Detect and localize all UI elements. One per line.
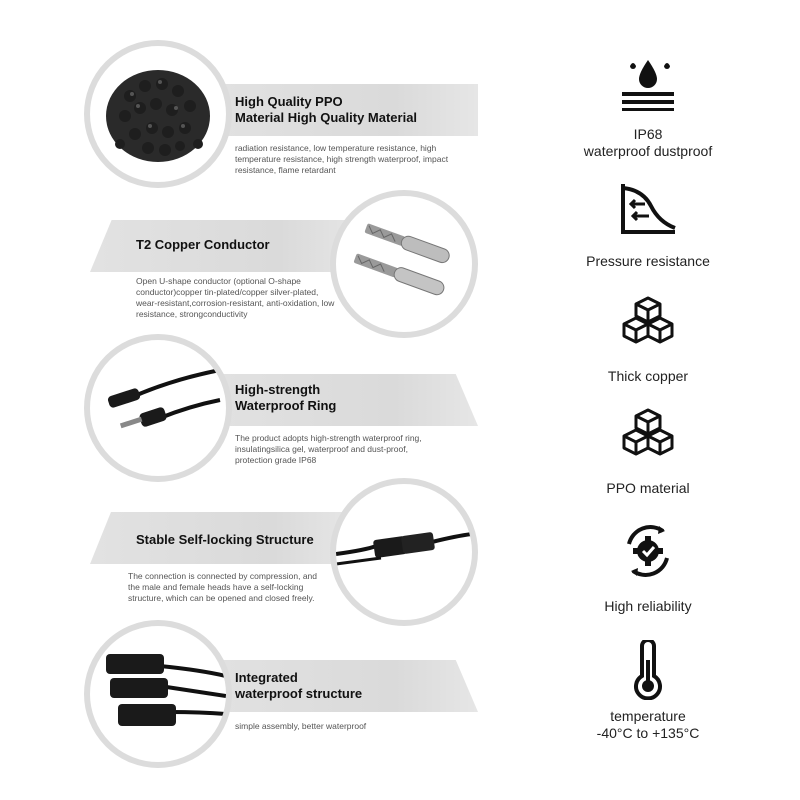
ppo-granules-image [84,40,232,188]
property-ppo-material [560,408,736,497]
feature-integrated-waterproof [0,620,520,770]
integrated-connector-image [84,620,232,768]
feature-description: Open U-shape conductor (optional O-shape conductor)copper tin-plated/copper silver-plated, wear-resistant,corrosion-resistant, anti-oxidation, low resistance, strongconductivity [136,276,335,319]
self-locking-connector-image [330,478,478,626]
feature-title: Stable Self-locking Structure [136,532,314,547]
feature-copper-conductor [0,190,520,340]
waterproof-icon [618,52,678,112]
feature-description: The connection is connected by compression, and the male and female heads have a self-locking structure, which can be opened and closed freely. [128,571,318,603]
connector-cable-image [84,334,232,482]
property-high-reliability [560,522,736,615]
reliability-gear-icon [619,522,677,580]
thermometer-icon [630,640,666,700]
feature-description: radiation resistance, low temperature resistance, high temperature resistance, high strength waterproof, impact resistance, flame retardant [235,143,449,175]
cubes-icon [620,408,676,460]
feature-ppo-material [0,40,520,190]
feature-title: Integrated waterproof structure [235,670,363,701]
feature-self-locking [0,478,520,628]
feature-title: T2 Copper Conductor [136,237,270,252]
property-label: temperature -40°C to +135°C [596,708,700,741]
copper-terminals-image [330,190,478,338]
property-label: High reliability [604,598,692,614]
property-waterproof [560,52,736,160]
feature-title: High-strength Waterproof Ring [235,382,337,413]
property-label: Pressure resistance [586,253,710,269]
property-thick-copper [560,296,736,385]
property-label: IP68 waterproof dustproof [583,126,713,159]
pressure-icon [619,182,677,236]
feature-description: The product adopts high-strength waterproof ring, insulatingsilica gel, waterproof and dust-proof, protection grade IP68 [235,433,422,465]
feature-waterproof-ring [0,334,520,484]
property-label: PPO material [606,480,690,496]
property-temperature [560,640,736,742]
feature-description: simple assembly, better waterproof [235,721,367,731]
feature-title: High Quality PPO Material High Quality Material [235,94,418,125]
cubes-icon [620,296,676,348]
property-label: Thick copper [607,368,689,384]
property-pressure [560,182,736,270]
